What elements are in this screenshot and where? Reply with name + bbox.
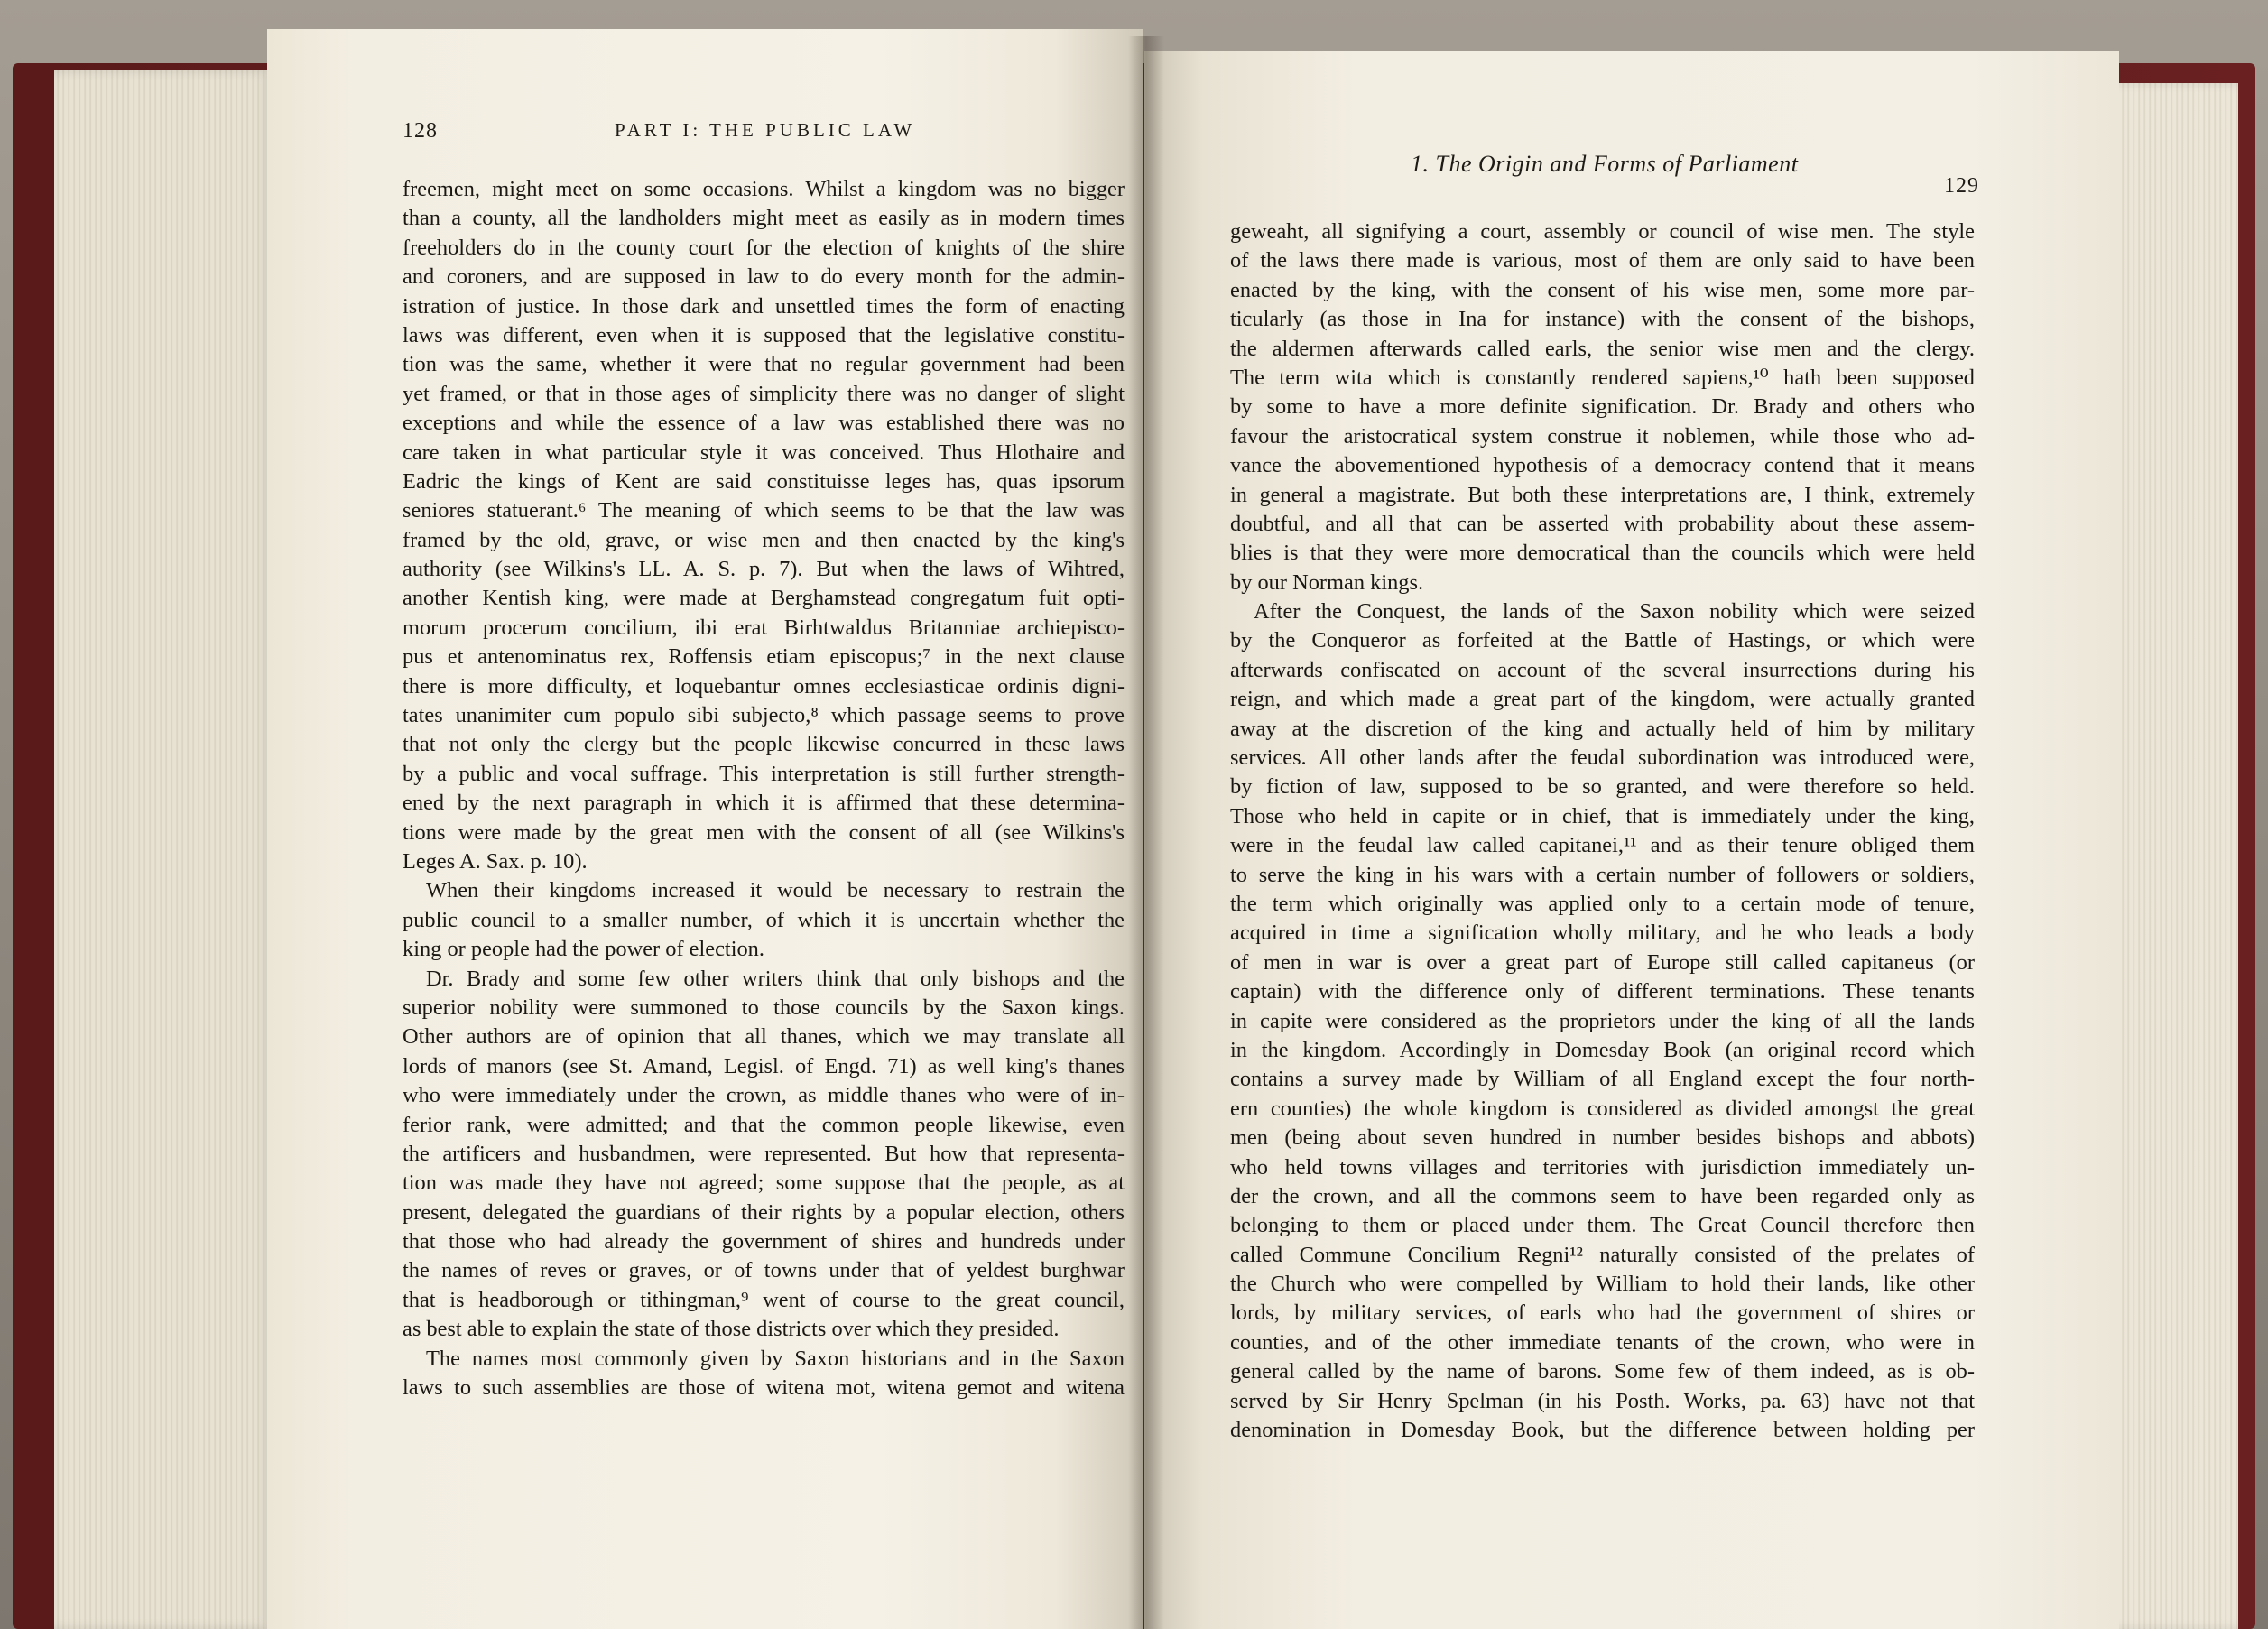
right-body-text — [1230, 218, 1975, 1445]
text-line: who held towns villages and territories with jurisdiction immediately un- — [1230, 1154, 1975, 1180]
text-line: were in the feudal law called capitanei,¹¹ and as their tenure obliged them — [1230, 833, 1975, 858]
left-running-title: PART I: THE PUBLIC LAW — [615, 119, 916, 141]
text-line: present, delegated the guardians of their rights by a popular election, others — [403, 1199, 1125, 1225]
text-line: exceptions and while the essence of a law was established there was no — [403, 411, 1125, 436]
text-line: there is more difficulty, et loquebantur omnes ecclesiasticae ordinis digni- — [403, 673, 1125, 699]
text-line: contains a survey made by William of all England except the four north- — [1230, 1067, 1975, 1092]
text-line: ferior rank, were admitted; and that the common people likewise, even — [403, 1112, 1125, 1137]
text-line: away at the discretion of the king and actually held of him by military — [1230, 716, 1975, 741]
text-line: morum procerum concilium, ibi erat Birhtwaldus Britanniae archiepisco- — [403, 615, 1125, 640]
text-line: doubtful, and all that can be asserted with probability about these assem- — [1230, 511, 1975, 536]
text-line: the term which originally was applied only to a certain mode of tenure, — [1230, 891, 1975, 916]
text-line: services. All other lands after the feudal subordination was introduced were, — [1230, 745, 1975, 771]
left-page — [267, 29, 1143, 1629]
text-line: tates unanimiter cum populo sibi subjecto,⁸ which passage seems to prove — [403, 703, 1125, 728]
text-line: blies is that they were more democratical than the councils which were held — [1230, 541, 1975, 566]
text-line: ened by the next paragraph in which it is affirmed that these determina- — [403, 791, 1125, 816]
text-line: Other authors are of opinion that all thanes, which we may translate all — [403, 1024, 1125, 1050]
text-line: general called by the name of barons. Some few of them indeed, as is ob- — [1230, 1359, 1975, 1384]
left-body-text — [403, 175, 1125, 1402]
text-line: denomination in Domesday Book, but the difference between holding per — [1230, 1418, 1975, 1443]
text-line: another Kentish king, were made at Berghamstead congregatum fuit opti- — [403, 586, 1125, 611]
text-line: vance the abovementioned hypothesis of a democracy contend that it means — [1230, 453, 1975, 478]
text-line: framed by the old, grave, or wise men and then enacted by the king's — [403, 527, 1125, 552]
text-line: Dr. Brady and some few other writers think that only bishops and the — [426, 966, 1125, 991]
text-line: Leges A. Sax. p. 10). — [403, 848, 588, 874]
text-line: to serve the king in his wars with a certain number of followers or soldiers, — [1230, 862, 1975, 887]
text-line: lords of manors (see St. Amand, Legisl. of Engd. 71) as well king's thanes — [403, 1053, 1125, 1078]
text-line: served by Sir Henry Spelman (in his Posth. Works, pa. 63) have not that — [1230, 1388, 1975, 1413]
text-line: authority (see Wilkins's LL. A. S. p. 7). But when the laws of Wihtred, — [403, 557, 1125, 582]
text-line: der the crown, and all the commons seem to have been regarded only as — [1230, 1183, 1975, 1208]
text-line: ern counties) the whole kingdom is considered as divided amongst the great — [1230, 1096, 1975, 1121]
text-line: called Commune Concilium Regni¹² naturally consisted of the prelates of — [1230, 1242, 1975, 1267]
text-line: afterwards confiscated on account of the several insurrections during his — [1230, 657, 1975, 682]
text-line: yet framed, or that in those ages of simplicity there was no danger of slight — [403, 381, 1125, 406]
text-line: by the Conqueror as forfeited at the Battle of Hastings, or which were — [1230, 628, 1975, 653]
text-line: care taken in what particular style it was conceived. Thus Hlothaire and — [403, 440, 1125, 465]
text-line: After the Conquest, the lands of the Saxon nobility which were seized — [1254, 599, 1975, 625]
text-line: When their kingdoms increased it would be necessary to restrain the — [426, 878, 1125, 903]
right-page-number: 129 — [1944, 174, 1979, 198]
text-line: captain) with the difference only of different terminations. These tenants — [1230, 979, 1975, 1004]
text-line: the aldermen afterwards called earls, the senior wise men and the clergy. — [1230, 336, 1975, 361]
text-line: enacted by the king, with the consent of his wise men, some more par- — [1230, 277, 1975, 302]
text-line: laws to such assemblies are those of witena mot, witena gemot and witena — [403, 1375, 1125, 1401]
text-line: by a public and vocal suffrage. This interpretation is still further strength- — [403, 761, 1125, 786]
text-line: than a county, all the landholders might meet as easily as in modern times — [403, 206, 1125, 231]
text-line: by fiction of law, supposed to be so granted, and were therefore so held. — [1230, 774, 1975, 800]
text-line: as best able to explain the state of those districts over which they presided. — [403, 1317, 1060, 1342]
text-line: who were immediately under the crown, as middle thanes who were of in- — [403, 1083, 1125, 1108]
text-line: acquired in time a signification wholly military, and he who leads a body — [1230, 921, 1975, 946]
right-running-title: 1. The Origin and Forms of Parliament — [1411, 151, 1799, 177]
left-page-number: 128 — [403, 119, 438, 143]
text-line: by some to have a more definite signification. Dr. Brady and others who — [1230, 394, 1975, 420]
text-line: tion was the same, whether it were that no regular government had been — [403, 352, 1125, 377]
text-line: that is headborough or tithingman,⁹ went of course to the great council, — [403, 1287, 1125, 1312]
text-line: tion was made they have not agreed; some suppose that the people, as at — [403, 1171, 1125, 1196]
text-line: public council to a smaller number, of which it is uncertain whether the — [403, 907, 1125, 932]
page-edges-right — [2103, 83, 2238, 1629]
text-line: of men in war is over a great part of Europe still called capitaneus (or — [1230, 949, 1975, 975]
page-edges-left — [54, 70, 271, 1629]
text-line: the artificers and husbandmen, were represented. But how that representa- — [403, 1141, 1125, 1166]
text-line: The names most commonly given by Saxon historians and in the Saxon — [426, 1346, 1125, 1371]
text-line: laws was different, even when it is supposed that the legislative constitu- — [403, 322, 1125, 347]
text-line: seniores statuerant.⁶ The meaning of which seems to be that the law was — [403, 498, 1125, 523]
text-line: tions were made by the great men with the consent of all (see Wilkins's — [403, 819, 1125, 845]
text-line: superior nobility were summoned to those councils by the Saxon kings. — [403, 995, 1125, 1020]
text-line: The term wita which is constantly rendered sapiens,¹⁰ hath been supposed — [1230, 365, 1975, 390]
text-line: lords, by military services, of earls who had the government of shires or — [1230, 1300, 1975, 1326]
text-line: in general a magistrate. But both these interpretations are, I think, extremely — [1230, 482, 1975, 507]
text-line: by our Norman kings. — [1230, 569, 1424, 595]
text-line: reign, and which made a great part of the kingdom, were actually granted — [1230, 687, 1975, 712]
text-line: men (being about seven hundred in number besides bishops and abbots) — [1230, 1125, 1975, 1151]
text-line: the Church who were compelled by William to hold their lands, like other — [1230, 1272, 1975, 1297]
text-line: in the kingdom. Accordingly in Domesday Book (an original record which — [1230, 1037, 1975, 1062]
text-line: in capite were considered as the proprietors under the king of all the lands — [1230, 1008, 1975, 1033]
right-page — [1144, 51, 2119, 1629]
text-line: Eadric the kings of Kent are said constituisse leges has, quas ipsorum — [403, 468, 1125, 494]
text-line: king or people had the power of election. — [403, 937, 764, 962]
text-line: of the laws there made is various, most of them are only said to have been — [1230, 248, 1975, 273]
left-running-head — [403, 119, 1115, 155]
right-running-head — [1230, 145, 1979, 198]
text-line: counties, and of the other immediate tenants of the crown, who were in — [1230, 1329, 1975, 1355]
book-gutter — [1128, 36, 1164, 1629]
text-line: and coroners, and are supposed in law to do every month for the admin- — [403, 264, 1125, 290]
text-line: istration of justice. In those dark and unsettled times the form of enacting — [403, 293, 1125, 319]
text-line: freemen, might meet on some occasions. Whilst a kingdom was no bigger — [403, 177, 1125, 201]
text-line: geweaht, all signifying a court, assembly or council of wise men. The style — [1230, 219, 1975, 244]
text-line: the names of reves or graves, or of towns under that of yeldest burghwar — [403, 1258, 1125, 1283]
text-line: ticularly (as those in Ina for instance) with the consent of the bishops, — [1230, 307, 1975, 332]
text-line: that those who had already the government of shires and hundreds under — [403, 1229, 1125, 1254]
text-line: belonging to them or placed under them. The Great Council therefore then — [1230, 1213, 1975, 1238]
text-line: Those who held in capite or in chief, that is immediately under the king, — [1230, 803, 1975, 828]
text-line: favour the aristocratical system construe it noblemen, while those who ad- — [1230, 423, 1975, 449]
text-line: pus et antenominatus rex, Roffensis etiam episcopus;⁷ in the next clause — [403, 644, 1125, 670]
text-line: freeholders do in the county court for the election of knights of the shire — [403, 235, 1125, 260]
text-line: that not only the clergy but the people likewise concurred in these laws — [403, 732, 1125, 757]
